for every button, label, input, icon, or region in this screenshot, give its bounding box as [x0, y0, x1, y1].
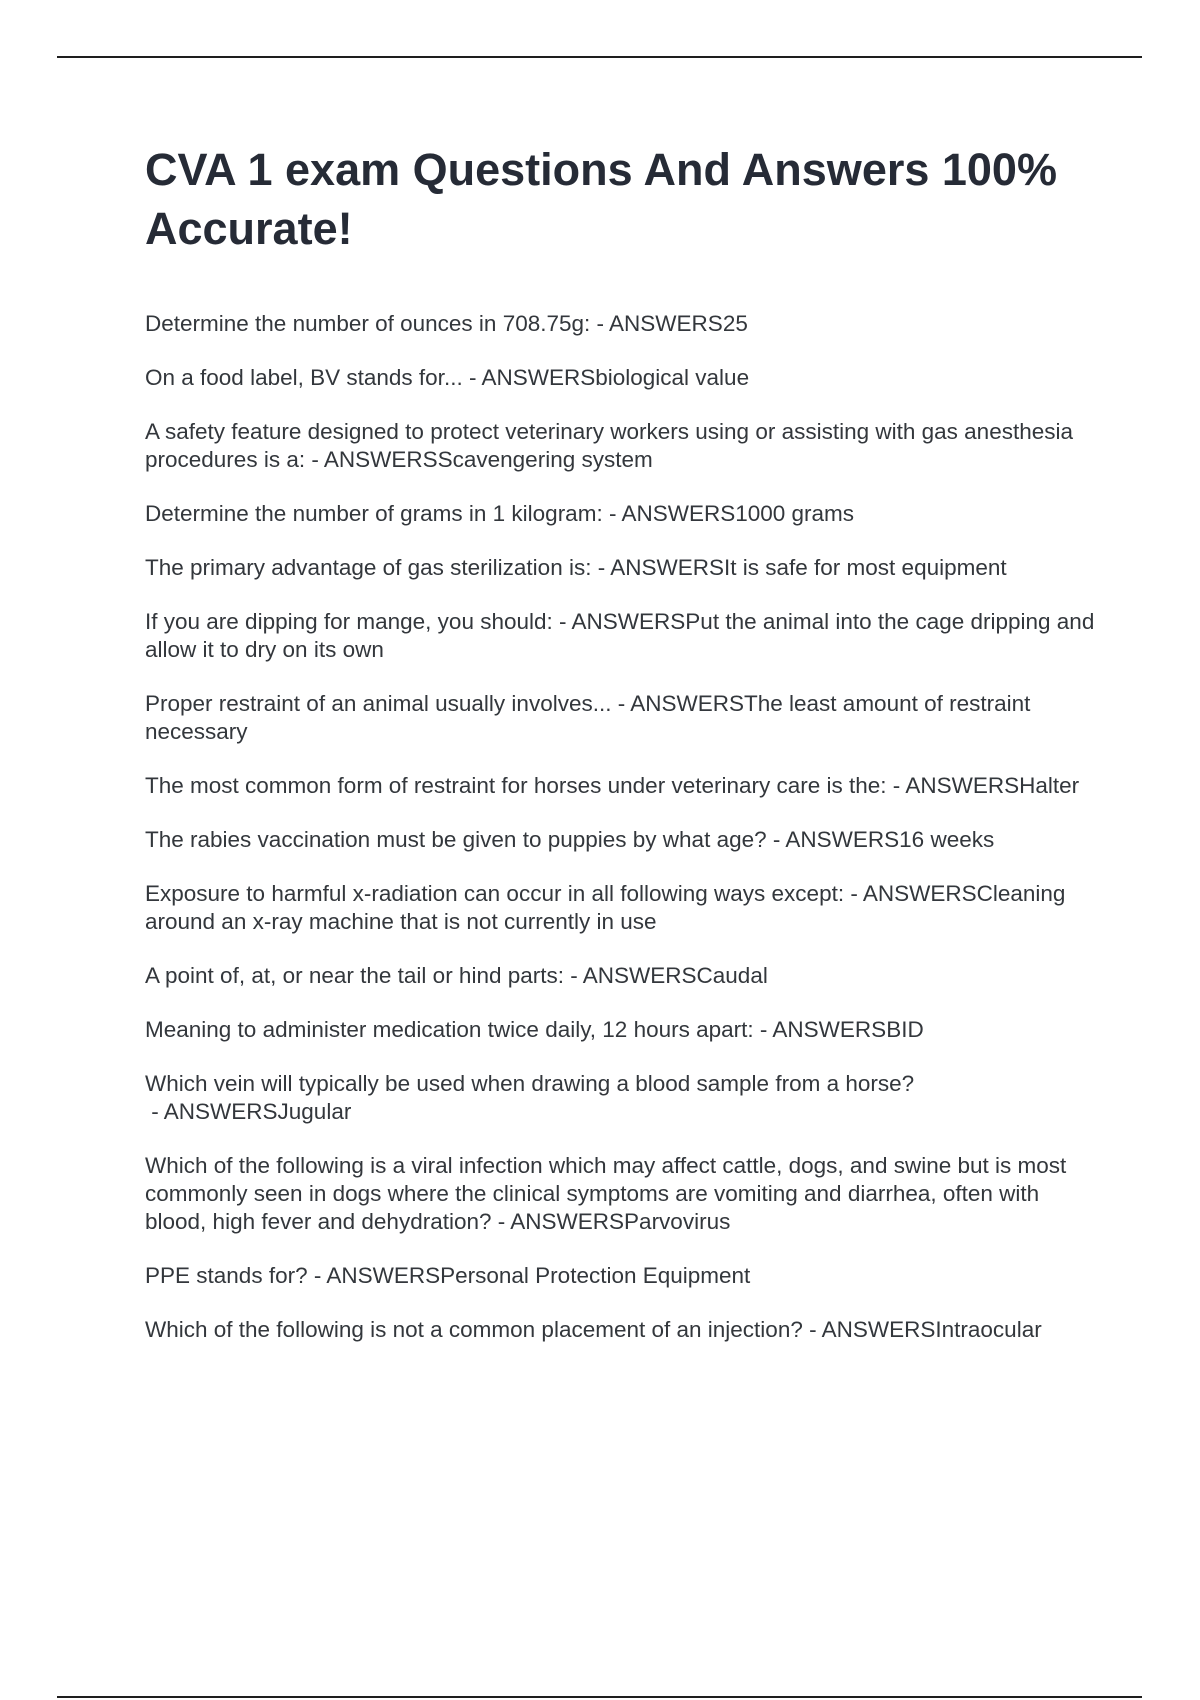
- document-body: [145, 140, 1095, 1370]
- qa-answer-prefix: ANSWERS: [862, 881, 977, 906]
- qa-answer-prefix: ANSWERS: [326, 1263, 441, 1288]
- qa-question: Determine the number of ounces in 708.75g:: [145, 311, 591, 336]
- qa-answer: 1000 grams: [735, 501, 855, 526]
- qa-answer: BID: [886, 1017, 924, 1042]
- qa-item: [145, 418, 1095, 474]
- qa-separator: -: [844, 881, 863, 906]
- qa-answer: Caudal: [696, 963, 768, 988]
- bottom-rule: [57, 1696, 1142, 1698]
- qa-answer-prefix: ANSWERS: [610, 555, 724, 580]
- qa-answer-prefix: ANSWERS: [609, 311, 723, 336]
- qa-answer: Scavengering system: [437, 447, 653, 472]
- qa-separator: -: [886, 773, 906, 798]
- qa-item: [145, 880, 1095, 936]
- qa-question: On a food label, BV stands for...: [145, 365, 463, 390]
- qa-question: A safety feature designed to protect veterinary workers using or assisting with gas anesthesia procedures is a:: [145, 419, 1073, 472]
- qa-item: [145, 310, 1095, 338]
- qa-answer-prefix: ANSWERS: [772, 1017, 887, 1042]
- qa-answer: biological value: [595, 365, 750, 390]
- qa-answer-prefix: ANSWERS: [630, 691, 744, 716]
- qa-item: [145, 608, 1095, 664]
- qa-item: [145, 1016, 1095, 1044]
- qa-separator: -: [145, 1099, 164, 1124]
- qa-question: If you are dipping for mange, you should:: [145, 609, 553, 634]
- qa-separator: -: [552, 609, 572, 634]
- qa-answer: Parvovirus: [624, 1209, 731, 1234]
- qa-answer: Personal Protection Equipment: [440, 1263, 751, 1288]
- qa-separator: -: [307, 1263, 327, 1288]
- qa-separator: -: [564, 963, 583, 988]
- qa-item: [145, 1070, 1095, 1126]
- qa-item: [145, 690, 1095, 746]
- qa-separator: -: [611, 691, 631, 716]
- qa-item: [145, 554, 1095, 582]
- qa-answer: 16 weeks: [899, 827, 995, 852]
- qa-answer-prefix: ANSWERS: [571, 609, 686, 634]
- qa-item: [145, 1316, 1095, 1344]
- qa-question: Determine the number of grams in 1 kilogram:: [145, 501, 603, 526]
- document-title: CVA 1 exam Questions And Answers 100% Accurate!: [145, 144, 1057, 254]
- qa-question: PPE stands for?: [145, 1263, 308, 1288]
- qa-answer-prefix: ANSWERS: [481, 365, 596, 390]
- qa-answer: Put the animal into the cage dripping and allow it to dry on its own: [145, 609, 1095, 662]
- qa-answer: It is safe for most equipment: [724, 555, 1007, 580]
- qa-answer-prefix: ANSWERS: [582, 963, 697, 988]
- qa-separator: -: [305, 447, 324, 472]
- qa-separator: -: [462, 365, 482, 390]
- qa-question: Meaning to administer medication twice daily, 12 hours apart:: [145, 1017, 754, 1042]
- qa-separator: -: [591, 555, 611, 580]
- qa-question: The primary advantage of gas sterilization is:: [145, 555, 592, 580]
- qa-answer: Cleaning around an x-ray machine that is not currently in use: [145, 881, 1066, 934]
- qa-item: [145, 772, 1095, 800]
- qa-answer: Halter: [1019, 773, 1080, 798]
- qa-item: [145, 1152, 1095, 1236]
- qa-answer-prefix: ANSWERS: [785, 827, 900, 852]
- qa-question: Exposure to harmful x-radiation can occur in all following ways except:: [145, 881, 845, 906]
- qa-question: Which of the following is not a common placement of an injection?: [145, 1317, 803, 1342]
- qa-question: Proper restraint of an animal usually involves...: [145, 691, 612, 716]
- qa-answer: The least amount of restraint necessary: [145, 691, 1031, 744]
- qa-question: The most common form of restraint for horses under veterinary care is the:: [145, 773, 887, 798]
- qa-answer-prefix: ANSWERS: [821, 1317, 936, 1342]
- qa-item: [145, 1262, 1095, 1290]
- qa-answer-prefix: ANSWERS: [510, 1209, 625, 1234]
- qa-separator: -: [602, 501, 622, 526]
- qa-answer-prefix: ANSWERS: [621, 501, 736, 526]
- qa-answer-prefix: ANSWERS: [323, 447, 438, 472]
- qa-item: [145, 826, 1095, 854]
- qa-question: The rabies vaccination must be given to puppies by what age?: [145, 827, 767, 852]
- qa-separator: -: [491, 1209, 511, 1234]
- qa-answer: Jugular: [277, 1099, 352, 1124]
- qa-question: Which vein will typically be used when drawing a blood sample from a horse?: [145, 1071, 915, 1096]
- qa-question: Which of the following is a viral infection which may affect cattle, dogs, and swine but is most commonly seen in dogs where the clinical symptoms are vomiting and diarrhea, often with blood, high fever and dehydration?: [145, 1153, 1067, 1234]
- qa-answer-prefix: ANSWERS: [163, 1099, 278, 1124]
- top-rule: [57, 56, 1142, 58]
- qa-separator: -: [753, 1017, 773, 1042]
- qa-separator: -: [766, 827, 786, 852]
- qa-item: [145, 500, 1095, 528]
- qa-question: A point of, at, or near the tail or hind parts:: [145, 963, 564, 988]
- qa-answer-prefix: ANSWERS: [905, 773, 1020, 798]
- qa-item: [145, 962, 1095, 990]
- qa-item: [145, 364, 1095, 392]
- qa-separator: -: [802, 1317, 822, 1342]
- qa-list: [145, 310, 1095, 1344]
- qa-answer: Intraocular: [935, 1317, 1042, 1342]
- qa-separator: -: [590, 311, 610, 336]
- qa-answer: 25: [722, 311, 748, 336]
